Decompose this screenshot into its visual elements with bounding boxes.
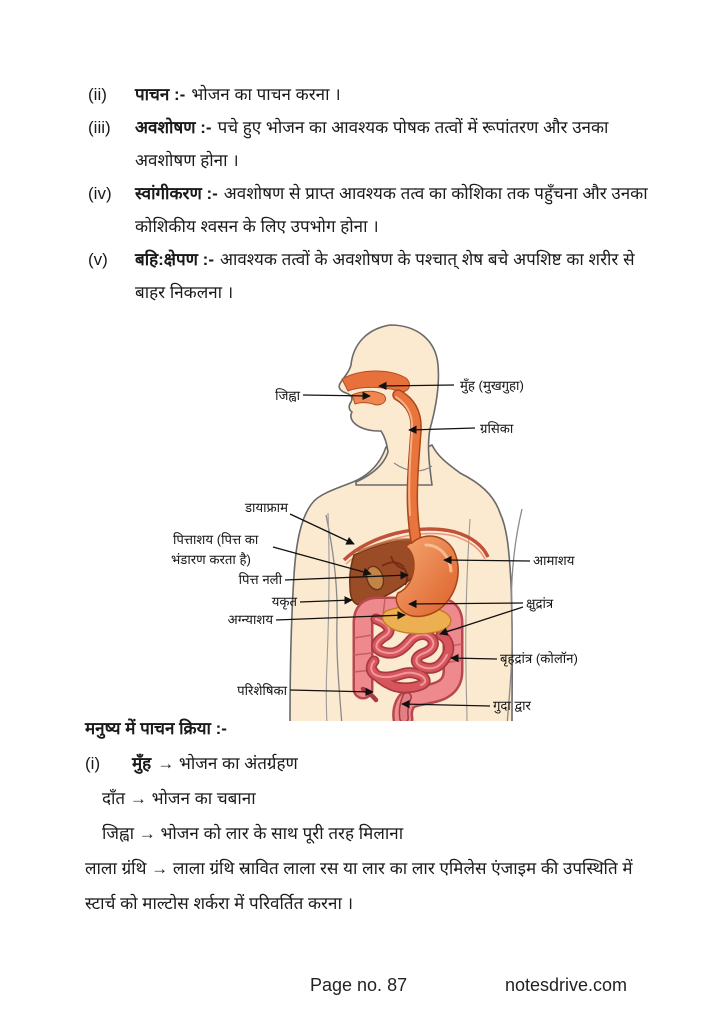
label-small-intestine: क्षुद्रांत्र <box>526 596 554 611</box>
salivary-gland-paragraph: लाला ग्रंथि → लाला ग्रंथि स्रावित लाला रस या लार का लार एमिलेस एंजाइम की उपस्थिति में स्टार्च को माल्टोस शर्करा में परिवर्तित करना । <box>85 859 633 913</box>
item-term: स्वांगीकरण :- <box>135 184 218 203</box>
section-heading: मनुष्य में पाचन क्रिया :- <box>85 719 227 738</box>
digestive-system-diagram <box>170 323 615 721</box>
label-anus: गुदा द्वार <box>493 698 531 713</box>
definition-item <box>88 78 668 111</box>
item-term: बहि:क्षेपण :- <box>135 250 214 269</box>
item-text: → भोजन का अंतर्ग्रहण <box>157 754 298 773</box>
item-body <box>135 78 668 111</box>
page-number: Page no. 87 <box>310 975 408 995</box>
item-term: पाचन :- <box>135 85 186 104</box>
digestion-process-section <box>85 711 667 921</box>
label-mouth: मुँह (मुखगुहा) <box>460 378 524 393</box>
label-bile-duct: पित्त नली <box>238 572 282 587</box>
item-marker: (i) <box>85 754 101 773</box>
item-term: अवशोषण :- <box>135 118 212 137</box>
item-marker: (v) <box>88 250 108 269</box>
tongue-shape <box>352 391 386 405</box>
item-text: अवशोषण से प्राप्त आवश्यक तत्व का कोशिका तक पहुँचना और उनका कोशिकीय श्वसन के लिए उपभोग होना । <box>135 184 648 236</box>
item-term: मुँह <box>132 754 152 773</box>
item-body <box>135 243 668 309</box>
page-footer <box>0 975 724 1003</box>
label-tongue: जिह्वा <box>275 388 300 403</box>
item-marker: (ii) <box>88 85 107 104</box>
label-pancreas: अग्न्याशय <box>227 612 273 627</box>
label-appendix: परिशेषिका <box>237 683 287 698</box>
head-outline <box>339 325 438 485</box>
item-marker: (iv) <box>88 184 112 203</box>
item-text: पचे हुए भोजन का आवश्यक पोषक तत्वों में रूपांतरण और उनका अवशोषण होना । <box>135 118 609 170</box>
definition-item <box>88 177 668 243</box>
label-gallbladder-line1: पित्ताशय (पित्त का <box>173 532 259 547</box>
line-teeth: दाँत → भोजन का चबाना <box>102 789 256 808</box>
item-body <box>135 111 668 177</box>
item-text: आवश्यक तत्वों के अवशोषण के पश्चात् शेष बचे अपशिष्ट का शरीर से बाहर निकलना । <box>135 250 635 302</box>
label-stomach: आमाशय <box>533 553 575 568</box>
label-gallbladder-line2: भंडारण करता है) <box>171 552 251 567</box>
definition-item <box>88 111 668 177</box>
label-liver: यकृत <box>271 594 297 609</box>
label-large-intestine: बृहद्रांत्र (कोलॉन) <box>500 651 578 666</box>
item-body <box>135 177 668 243</box>
label-esophagus: ग्रसिका <box>480 421 514 436</box>
diagram-svg <box>170 323 615 721</box>
line-tongue: जिह्वा → भोजन को लार के साथ पूरी तरह मिलाना <box>102 824 404 843</box>
item-body <box>132 746 667 781</box>
section-item <box>85 746 667 781</box>
definition-item <box>88 243 668 309</box>
item-text: भोजन का पाचन करना । <box>191 85 341 104</box>
label-diaphragm: डायाफ्राम <box>244 500 288 515</box>
site-name: notesdrive.com <box>505 975 628 995</box>
item-marker: (iii) <box>88 118 111 137</box>
definitions-list <box>88 78 668 309</box>
